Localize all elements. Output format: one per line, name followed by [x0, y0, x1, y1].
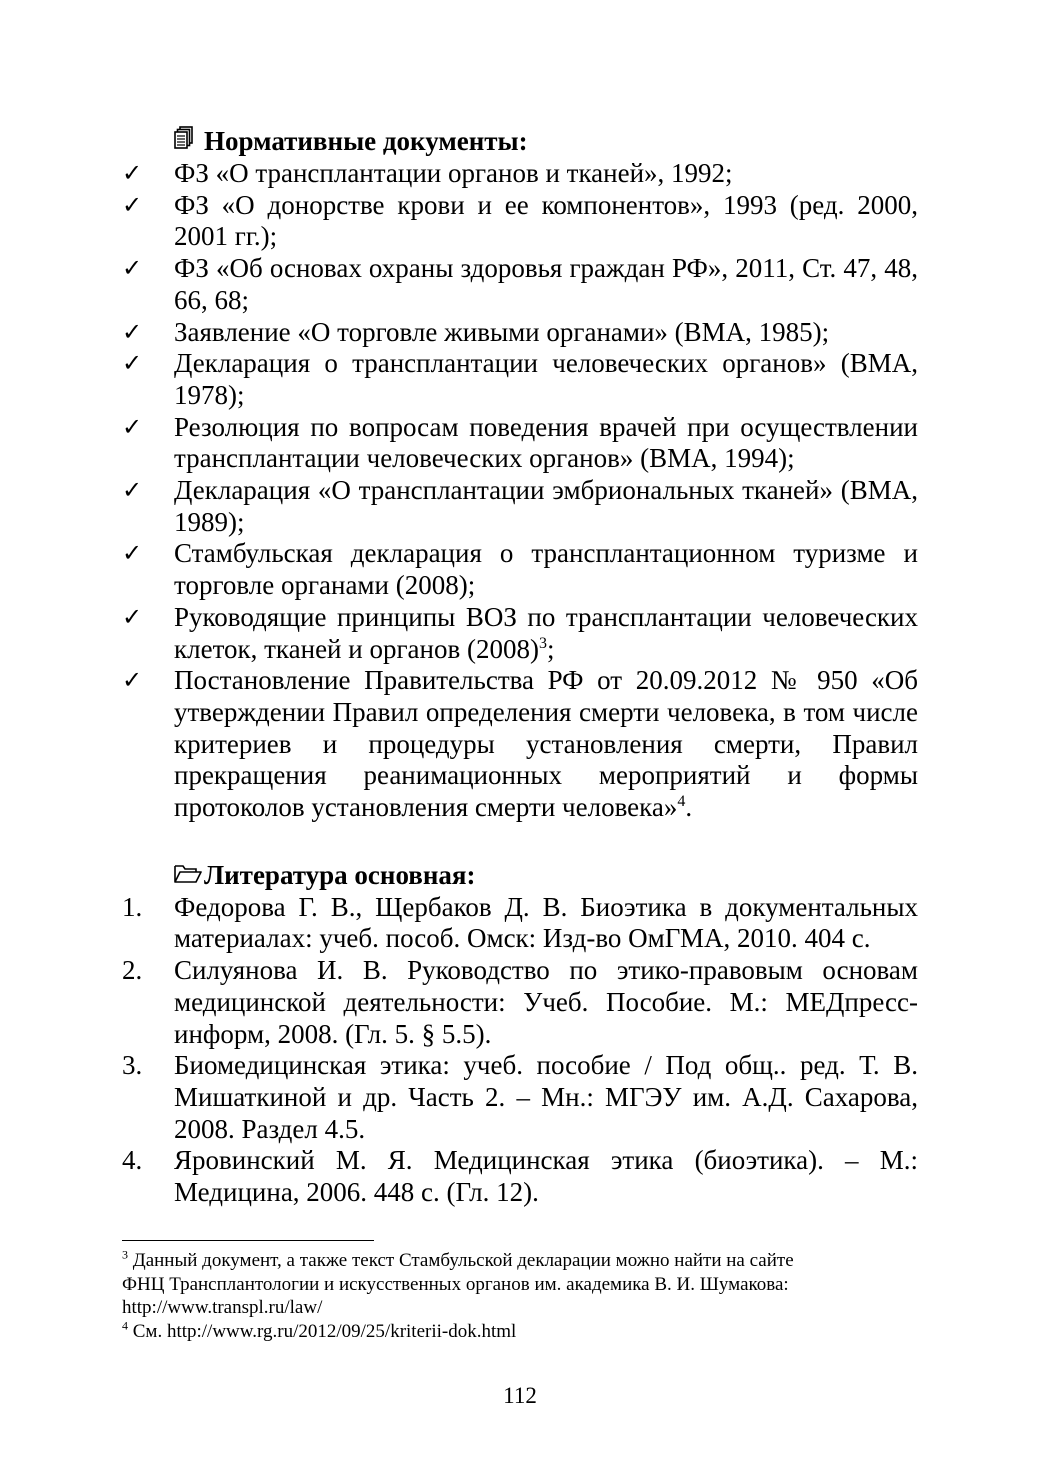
footnote-line — [122, 1273, 918, 1297]
normative-heading-text: Нормативные документы: — [204, 126, 528, 156]
footnote-line — [122, 1296, 918, 1320]
checkmark-icon: ✓ — [122, 349, 143, 378]
footnote-reference: 4 — [677, 793, 686, 811]
trailing-punctuation: ; — [546, 633, 555, 664]
page-number: 112 — [503, 1383, 537, 1408]
checkmark-icon: ✓ — [122, 317, 143, 346]
normative-document-item — [122, 158, 918, 190]
normative-document-text: ФЗ «О донорстве крови и ее компонентов», 1993 (ред. 2000, 2001 гг.); — [174, 189, 918, 252]
footnote-reference: 3 — [538, 634, 547, 652]
footnote — [122, 1320, 918, 1344]
normative-document-item — [122, 348, 918, 411]
footnote — [122, 1249, 918, 1320]
literature-item-text: Федорова Г. В., Щербаков Д. В. Биоэтика в документальных материалах: учеб. пособ. Омск: Изд-во ОмГМА, 2010. 404 с. — [174, 891, 918, 954]
normative-documents-list — [122, 158, 918, 824]
normative-document-text: Декларация о трансплантации человеческих органов» (ВМА, 1978); — [174, 348, 918, 410]
checkmark-icon: ✓ — [122, 190, 143, 219]
footnote-text: http://www.transpl.ru/law/ — [122, 1297, 323, 1318]
checkmark-icon: ✓ — [122, 666, 143, 695]
normative-document-item — [122, 665, 918, 824]
normative-documents-heading — [174, 124, 918, 158]
footnote-line — [122, 1320, 918, 1344]
normative-document-text: Заявление «О торговле живыми органами» (ВМА, 1985); — [174, 316, 830, 347]
normative-document-item — [122, 317, 918, 349]
normative-document-item — [122, 602, 918, 665]
checkmark-icon: ✓ — [122, 254, 143, 283]
trailing-punctuation: . — [685, 792, 693, 823]
footnote-text: См. http://www.rg.ru/2012/09/25/kriterii-dok.html — [132, 1320, 517, 1342]
normative-document-item — [122, 190, 918, 253]
literature-item-number: 3. — [122, 1050, 143, 1081]
checkmark-icon: ✓ — [122, 602, 143, 631]
open-folder-icon — [174, 858, 196, 892]
literature-item — [122, 1050, 918, 1145]
normative-document-item — [122, 412, 918, 475]
literature-heading-suffix: : — [466, 859, 476, 890]
literature-item-number: 4. — [122, 1145, 143, 1176]
normative-document-text: ФЗ «Об основах охраны здоровья граждан РФ», 2011, Ст. 47, 48, 66, 68; — [174, 253, 918, 315]
checkmark-icon: ✓ — [122, 476, 143, 505]
normative-document-item — [122, 475, 918, 538]
footnote-mark: 4 — [122, 1318, 128, 1333]
normative-document-item — [122, 538, 918, 601]
normative-document-item — [122, 253, 918, 316]
footnote-separator — [122, 1240, 374, 1241]
footnotes — [122, 1249, 918, 1343]
literature-list — [122, 892, 918, 1209]
literature-item-number: 1. — [122, 891, 143, 922]
literature-item-number: 2. — [122, 955, 143, 986]
footnote-line — [122, 1249, 918, 1273]
literature-item-text: Биомедицинская этика: учеб. пособие / Под общ.. ред. Т. В. Мишаткиной и др. Часть 2. – Мн.: МГЭУ им. А.Д. Сахарова, 2008. Раздел 4.5. — [174, 1050, 918, 1144]
footnote-text: Данный документ, а также текст Стамбульской декларации можно найти на сайте — [132, 1250, 794, 1271]
normative-document-text: Декларация «О трансплантации эмбриональных тканей» (ВМА, 1989); — [174, 475, 918, 537]
normative-document-text: Стамбульская декларация о трансплантационном туризме и торговле органами (2008); — [174, 538, 918, 601]
checkmark-icon: ✓ — [122, 159, 143, 187]
literature-heading — [174, 858, 918, 892]
footnote-text: ФНЦ Трансплантологии и искусственных органов им. академика В. И. Шумакова: — [122, 1273, 789, 1295]
literature-item — [122, 955, 918, 1050]
checkmark-icon: ✓ — [122, 412, 143, 441]
literature-item — [122, 892, 918, 955]
footnote-mark: 3 — [122, 1247, 128, 1262]
literature-item-text: Силуянова И. В. Руководство по этико-правовым основам медицинской деятельности: Учеб. Пособие. М.: МЕДпресс-информ, 2008. (Гл. 5. § 5.5). — [174, 955, 918, 1049]
checkmark-icon: ✓ — [122, 539, 143, 568]
normative-document-text: Постановление Правительства РФ от 20.09.2012 № 950 «Об утверждении Правил определения смерти человека, в том числе критериев и процедуры установления смерти, Правил прекращения реанимационных мероприятий и формы протоколов установления смерти человека» — [174, 665, 918, 823]
normative-document-text: ФЗ «О трансплантации органов и тканей», 1992; — [174, 158, 733, 188]
literature-heading-text: Литература основная — [204, 859, 467, 890]
literature-item — [122, 1145, 918, 1208]
stacked-documents-icon — [174, 124, 196, 158]
page-body — [122, 124, 918, 1209]
normative-document-text: Руководящие принципы ВОЗ по трансплантации человеческих клеток, тканей и органов (2008) — [174, 601, 918, 664]
literature-item-text: Яровинский М. Я. Медицинская этика (биоэтика). – М.: Медицина, 2006. 448 с. (Гл. 12). — [174, 1145, 918, 1208]
normative-document-text: Резолюция по вопросам поведения врачей при осуществлении трансплантации человеческих органов» (ВМА, 1994); — [174, 411, 918, 474]
